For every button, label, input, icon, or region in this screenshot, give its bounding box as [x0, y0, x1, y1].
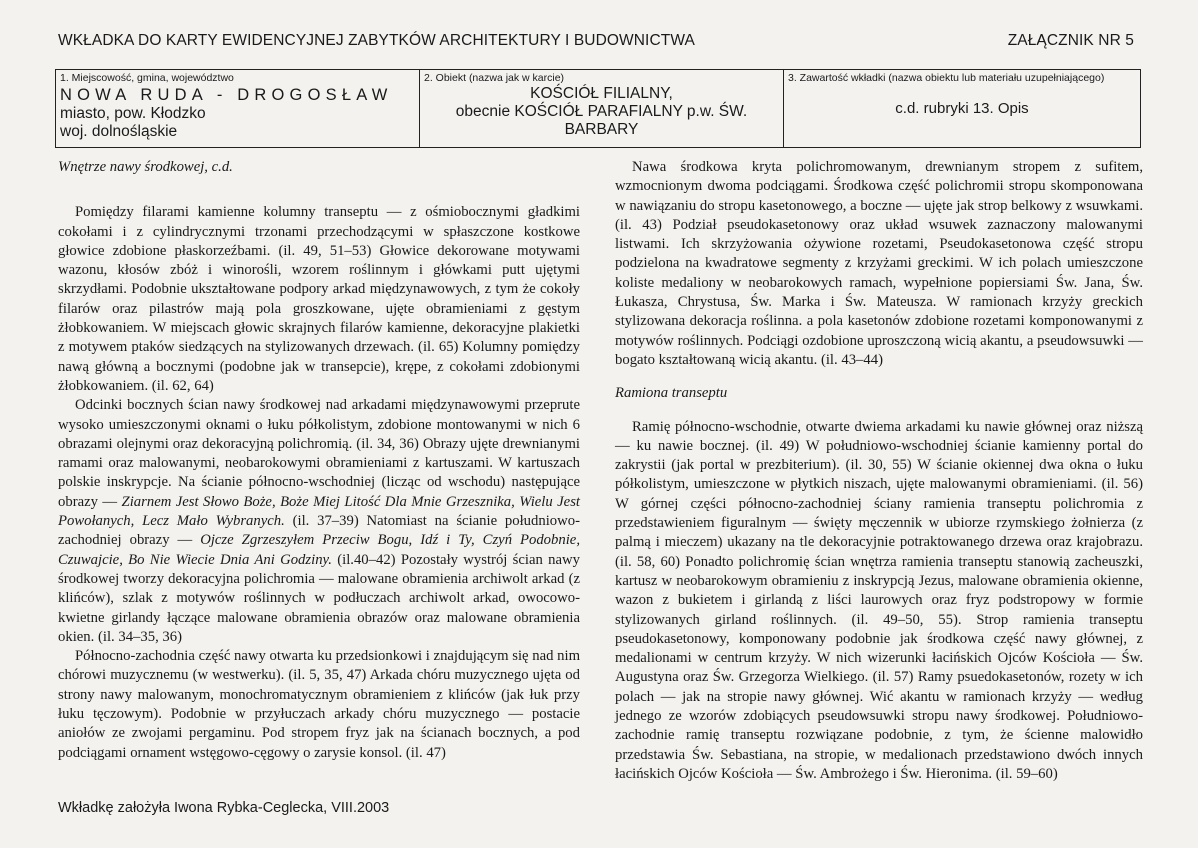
info-table: [55, 69, 1141, 148]
location-cell: [56, 70, 420, 147]
location-label: 1. Miejscowość, gmina, województwo: [60, 72, 234, 84]
document-title: WKŁADKA DO KARTY EWIDENCYJNEJ ZABYTKÓW ARCHITEKTURY I BUDOWNICTWA: [58, 32, 695, 49]
section-heading-transept: Ramiona transeptu: [615, 385, 728, 402]
paragraph-side-walls: Odcinki bocznych ścian nawy środkowej nad arkadami międzynawowymi przeprute wysoko umieszczonymi oknami o łuku półkolistym, zdobione montowanymi w nich 6 obrazami olejnymi oraz dekoracyjną polichromią. (il. 34, 36) Obrazy ujęte drewnianymi ramami oraz malowanymi, neobarokowymi obramieniami z kartuszami. W kartuszach polskie inskrypcje. Na ścianie północno-wschodniej (licząc od wschodu) następujące obrazy — Ziarnem Jest Słowo Boże, Boże Miej Litość Dla Mnie Grzesznika, Wielu Jest Powołanych, Lecz Mało Wybranych. (il. 37–39) Natomiast na ścianie południowo-zachodniej obrazy — Ojcze Zgrzeszyłem Przeciw Bogu, Idź i Ty, Czyń Podobnie, Czuwajcie, Bo Nie Wiecie Dnia Ani Godziny. (il.40–42) Pozostały wystrój ścian nawy środkowej tworzy dekoracyjna polichromia — malowane obramienia archiwolt arkad (z klińców), szlak z motywów roślinnych w podłuczach archiwolt arkad, owocowo-kwietne girlandy łączące malowane obramienia obrazów oraz malowane obramienia okien. (il. 34–35, 36): [58, 397, 580, 645]
paragraph-choir: Północno-zachodnia część nawy otwarta ku przedsionkowi i znajdującym się nad nim chórowi muzycznemu (w westwerku). (il. 5, 35, 47) Arkada chóru muzycznego ujęta od strony nawy malowanym, monochromatycznym obramieniem z klińców (jak łuk przy łuku tęczowym). Podobnie w przyłuczach arkady chóru muzycznego — postacie aniołów ze zwojami pergaminu. Pod stropem fryz jak na ścianach bocznych, a pod podciągami ornament wstęgowo-cęgowy o zarysie konsol. (il. 47): [58, 648, 580, 761]
paintings-titles-ne: Ziarnem Jest Słowo Boże, Boże Miej Litość Dla Mnie Grzesznika, Wielu Jest Powołanych, Lecz Mało Wybranych.: [58, 493, 580, 530]
object-name-line3: BARBARY: [564, 121, 639, 138]
municipality: miasto, pow. Kłodzko: [60, 105, 206, 122]
left-column: [58, 158, 580, 763]
paragraph-transept: Ramię północno-wschodnie, otwarte dwiema arkadami ku nawie głównej oraz niższą — ku nawie bocznej. (il. 49) W południowo-wschodniej ścianie kamienny portal do zakrystii (jak portal w prezbiterium). (il. 30, 55) W ścianie okiennej dwa okna o łuku półkolistym, umieszczone w płytkich niszach, ujęte malowanymi obramieniami. (il. 56) W górnej części północno-zachodniej ściany ramienia transeptu polichromia z przedstawieniem figuralnym — święty męczennik w ubiorze rzymskiego żołnierza (z palmą i mieczem) ukazany na tle dekoracyjnie potraktowanego drzewa oraz krajobrazu. (il. 58, 60) Ponadto polichromię ścian wnętrza ramienia transeptu stanowią zacheuszki, kartusz w neobarokowym obramieniu z inskrypcją Jezus, malowane obramienia okienne, wazon z bukietem i girlandą z liści laurowych oraz fryz podstropowy w formie stylizowanych girland roślinnych. (il. 49–50, 55). Strop ramienia transeptu pseudokasetonowy, komponowany podobnie jak środkowa część nawy głównej, z medalionami w centrum krzyży. W nich wizerunki łacińskich Ojców Kościoła — Św. Augustyna oraz Św. Grzegorza Wielkiego. (il. 57) Ramy psuedokasetonów, rozety w ich polach — jak na stropie nawy głównej. Wić akantu w ramionach krzyży — według jednego ze wzorów zdobiących pseudowsuwki stropu nawy środkowej. Południowo-zachodnie ramię transeptu rozwiązane podobnie, z tym, że ścienne malowidło przedstawia Św. Sebastiana, na stropie, w medalionach przedstawiono dwóch innych łacińskich Ojców Kościoła — Św. Ambrożego i Św. Hieronima. (il. 59–60): [615, 418, 1143, 782]
contents-cell: [784, 70, 1140, 147]
voivodeship: woj. dolnośląskie: [60, 123, 178, 140]
contents-text: c.d. rubryki 13. Opis: [895, 100, 1029, 117]
contents-label: 3. Zawartość wkładki (nazwa obiektu lub materiału uzupełniającego): [788, 72, 1105, 84]
right-column: [615, 158, 1143, 784]
object-name-line1: KOŚCIÓŁ FILIALNY,: [530, 85, 673, 102]
paragraph-ceiling: Nawa środkowa kryta polichromowanym, drewnianym stropem z sufitem, wzmocnionym dwoma podciągami. Środkowa część polichromii stropu skomponowana w nawiązaniu do stropu kasetonowego, a boczne — ujęte jak strop belkowy z wsuwkami. (il. 43) Podział pseudokasetonowy oraz układ wsuwek zaznaczony malowanymi listwami. Ich skrzyżowania ożywione rozetami, Pseudokasetonowa część stropu podzielona na kwadratowe segmenty z krzyżami greckimi. W ich polach umieszczone koliste medaliony w neobarokowych ramach, wypełnione popiersiami Św. Jana, Św. Łukasza, Chrystusa, Św. Marka i Św. Mateusza. W ramionach krzyży greckich stylizowana dekoracja roślinna. a pola kasetonów zdobione rozetami komponowanymi z motywów roślinnych. Podciągi ozdobione uproszczoną wicią akantu, a pseudowsuwki — bogato kształtowaną wicią akantu. (il. 43–44): [615, 159, 1143, 368]
object-label: 2. Obiekt (nazwa jak w karcie): [424, 72, 565, 84]
attachment-number: ZAŁĄCZNIK NR 5: [1007, 32, 1134, 49]
object-cell: [420, 70, 784, 147]
author-footer: Wkładkę założyła Iwona Rybka-Ceglecka, VIII.2003: [58, 800, 390, 816]
section-heading-nave: Wnętrze nawy środkowej, c.d.: [58, 159, 233, 175]
place-name: NOWA RUDA - DROGOSŁAW: [60, 86, 393, 104]
paragraph-columns: Pomiędzy filarami kamienne kolumny transeptu — z ośmiobocznymi gładkimi cokołami i z cylindrycznymi trzonami przechodzącymi w spłaszczone kostkowe głowice zdobione płaskorzeźbami. (il. 49, 51–53) Głowice dekorowane motywami wazonu, kłosów zbóż i winorośli, wzorem roślinnym i główkami putt ujętymi skrzydłami. Podobnie ukształtowane podpory arkad międzynawowych, z tym że cokoły filarów oraz pilastrów mają pola groszkowane, ujęte obramieniami z gęstym żłobkowaniem. W miejscach głowic skrajnych filarów kamienne, dekoracyjne plakietki z motywem ptaków siedzących na stylizowanych drzewach. (il. 65) Kolumny pomiędzy nawą główną a bocznymi (podobne jak w transepcie), krępe, z cokołami zdobionymi żłobkowaniem. (il. 62, 64): [58, 204, 580, 394]
paintings-titles-sw: Ojcze Zgrzeszyłem Przeciw Bogu, Idź i Ty, Czyń Podobnie, Czuwajcie, Bo Nie Wiecie Dnia Ani Godziny.: [58, 532, 580, 568]
object-name-line2: obecnie KOŚCIÓŁ PARAFIALNY p.w. ŚW.: [455, 103, 748, 120]
